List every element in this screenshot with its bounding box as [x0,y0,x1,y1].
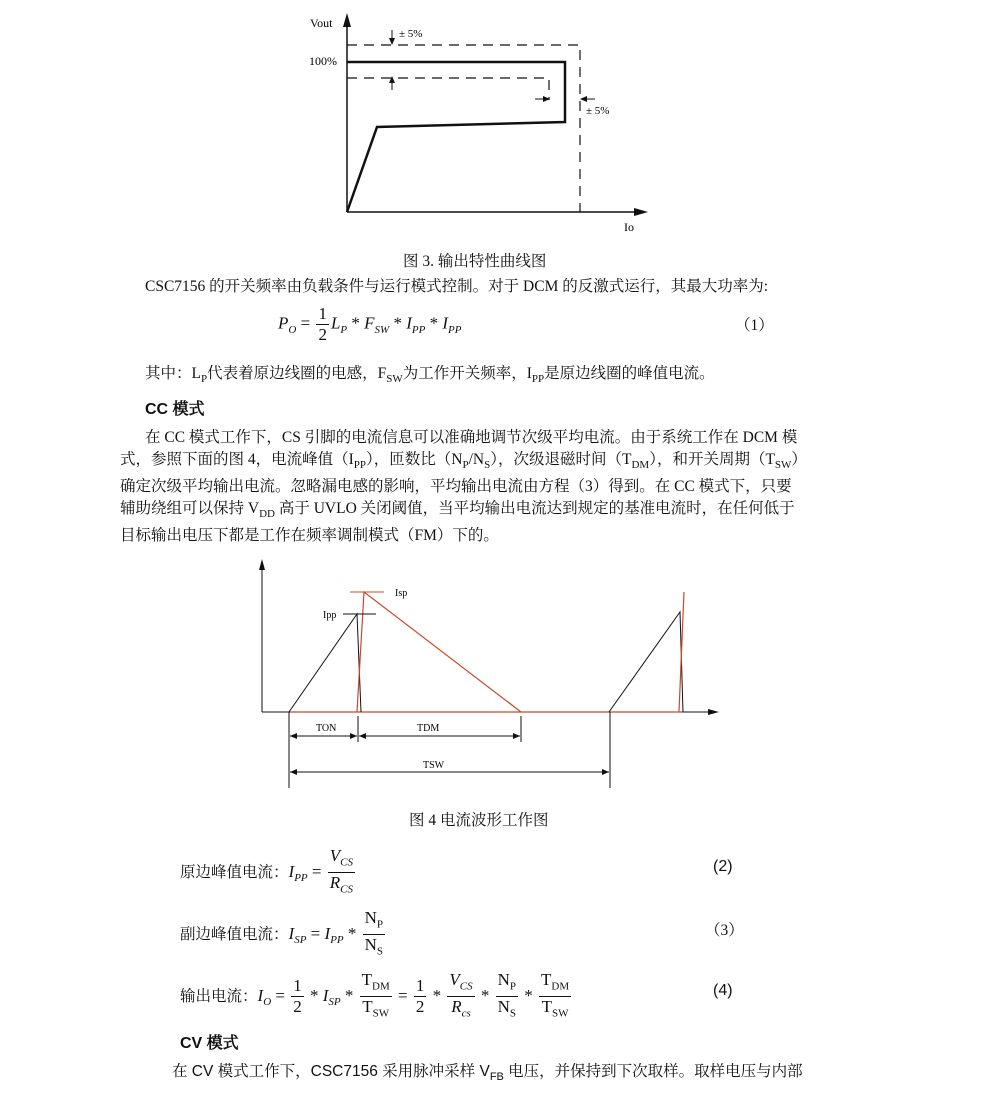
cc-line-3: 确定次级平均输出电流。忽略漏电感的影响，平均输出电流由方程（3）得到。在 CC 模式下，只要 [120,478,792,496]
fig4-tsw-label: TSW [423,760,445,771]
fig3-tol-top: ± 5% [399,28,423,40]
fig4-ipp-label: Ipp [323,610,337,621]
figure-3-caption: 图 3. 输出特性曲线图 [403,253,547,270]
figure-3-output-characteristic [0,0,991,245]
figure-4-current-waveform [0,550,991,795]
fig3-output-curve [347,62,565,212]
fig4-tdm-label: TDM [417,723,440,734]
fig3-x-label: Io [624,220,634,234]
fig4-isp-label: Isp [395,588,408,599]
fig4-ton-label: TON [316,723,337,734]
heading-cc-mode: CC 模式 [145,401,205,418]
equation-3-number: （3） [705,922,744,939]
equation-3: 副边峰值电流：$I_{SP} = I_{PP}$ * $\frac{N_P}{N_S}$ [180,908,384,958]
paragraph-switching-frequency: CSC7156 的开关频率由负载条件与运行模式控制。对于 DCM 的反激式运行，其最大功率为: [145,278,769,295]
fig3-upper-tolerance [347,45,580,212]
figure-4-caption: 图 4 电流波形工作图 [409,812,549,829]
fig3-tol-right: ± 5% [586,105,610,117]
fig3-x-arrow [634,208,648,216]
equation-2: 原边峰值电流：$I_{PP}$ = $\frac{V_{CS}}{R_{CS}}$ [180,846,353,896]
equation-1-number: （1） [735,317,774,334]
cc-line-1: 在 CC 模式工作下，CS 引脚的电流信息可以准确地调节次级平均电流。由于系统工作在 DCM 模 [145,429,798,446]
fig4-primary-current [289,614,361,712]
fig3-lower-tolerance [347,78,549,100]
fig3-y-arrow [343,13,351,27]
paragraph-cv-mode: 在 CV 模式工作下，CSC7156 采用脉冲采样 $V_{FB}$ 电压，并保持到下次取样。取样电压与内部 [172,1063,803,1084]
heading-cv-mode: CV 模式 [180,1035,239,1052]
fig3-100-label: 100% [309,54,337,68]
paragraph-cc-mode [120,427,880,547]
equation-1: $P_O$ = $\frac{1}{2}$ $L_P * F_{SW} * I_{PP} * I_{PP}$ [278,304,462,344]
fig4-secondary-current-2 [679,592,684,712]
equation-4-number: (4) [713,982,733,999]
fig4-secondary-current [357,592,521,712]
fig4-primary-current-2 [609,612,683,712]
cc-line-2: 式，参照下面的图 4，电流峰值$(I_{PP})$，匝数比$(N_P/N_S)$，次级退磁时间$(T_{DM})$，和开关周期$(T_{SW})$ [120,451,807,472]
equation-4: 输出电流：$I_O$ = $\frac{1}{2}$ * $I_{SP}$ * $\frac{T_{DM}}{T_{SW}}$ = $\frac{1}{2}$ * $\frac{V_{CS}}{R_{cs}}$ * $\frac{N_P}{N_S}$ * $\frac{T_{DM}}{T_{SW}}$ [180,970,570,1020]
cc-line-4: 辅助绕组可以保持 $V_{DD}$ 高于 UVLO 关闭阈值，当平均输出电流达到规定的基准电流时，在任何低于 [120,500,795,521]
equation-2-number: (2) [713,858,733,875]
cc-line-5: 目标输出电压下都是工作在频率调制模式（FM）下的。 [120,527,499,545]
paragraph-symbol-definitions: 其中：$L_P$代表着原边线圈的电感，$F_{SW}$为工作开关频率，$I_{PP}$是原边线圈的峰值电流。 [145,365,715,386]
fig3-y-label: Vout [310,16,333,30]
